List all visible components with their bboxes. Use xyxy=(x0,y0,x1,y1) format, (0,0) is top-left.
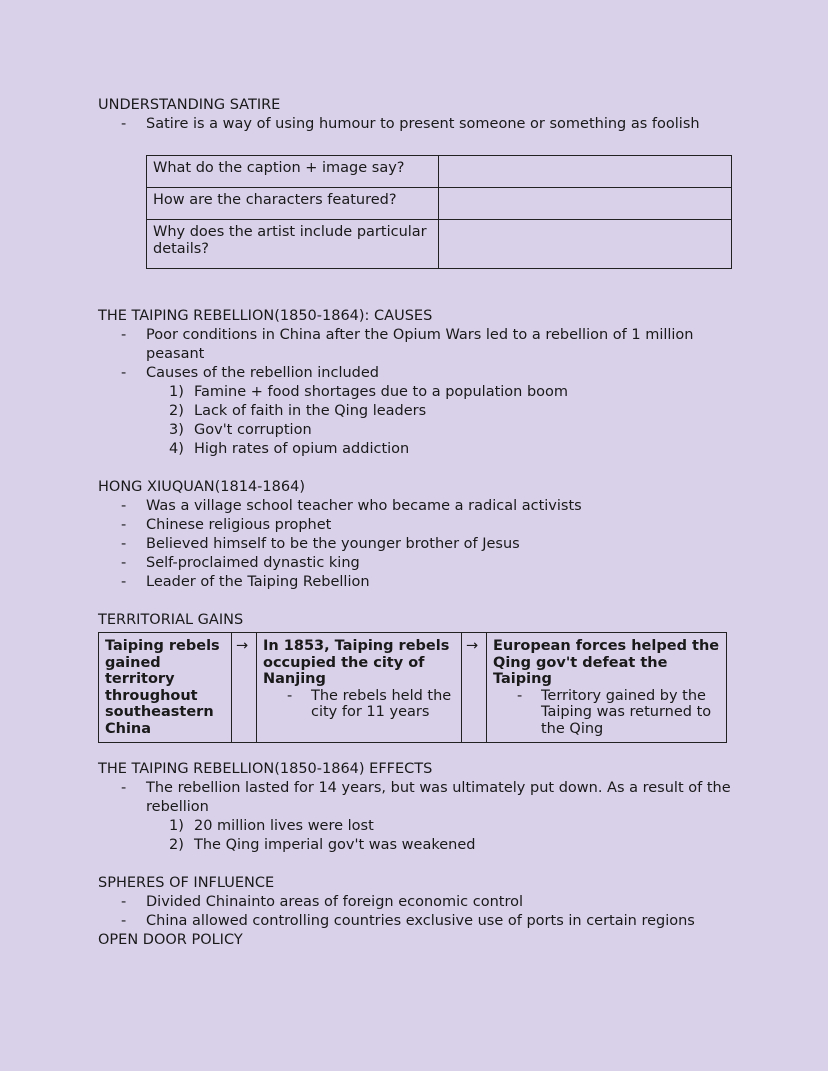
list-item: - The rebels held the city for 11 years xyxy=(311,688,455,721)
heading-spheres-of-influence: SPHERES OF INFLUENCE xyxy=(98,875,275,891)
list-text: Famine + food shortages due to a population boom xyxy=(194,384,569,400)
list-number: 4) xyxy=(169,441,184,457)
list-item: - Chinese religious prophet xyxy=(146,516,738,535)
list-item xyxy=(169,440,738,459)
satire-analysis-table xyxy=(146,155,732,269)
table-row xyxy=(147,156,732,188)
list-item xyxy=(169,817,738,836)
heading-hong-xiuquan: HONG XIUQUAN(1814-1864) xyxy=(98,479,305,495)
list-item: - Self-proclaimed dynastic king xyxy=(146,554,738,573)
heading-taiping-effects: THE TAIPING REBELLION(1850-1864) EFFECTS xyxy=(98,761,433,777)
list-item xyxy=(169,402,738,421)
satire-bullets xyxy=(98,115,738,134)
flow-step-2-text: In 1853, Taiping rebels occupied the city of Nanjing xyxy=(263,638,450,687)
table-answer[interactable] xyxy=(439,188,732,220)
flow-step-3-sub xyxy=(493,688,720,738)
list-text: 20 million lives were lost xyxy=(194,818,374,834)
table-answer[interactable] xyxy=(439,156,732,188)
list-item: - Believed himself to be the younger brother of Jesus xyxy=(146,535,738,554)
list-text: High rates of opium addiction xyxy=(194,441,410,457)
list-item: - Territory gained by the Taiping was returned to the Qing xyxy=(541,688,720,738)
territorial-flow-table xyxy=(98,632,727,743)
list-item: - China allowed controlling countries exclusive use of ports in certain regions xyxy=(146,912,738,931)
flow-step-2-sub xyxy=(263,688,455,721)
causes-numbered-list xyxy=(98,383,738,459)
table-row xyxy=(147,188,732,220)
heading-territorial-gains: TERRITORIAL GAINS xyxy=(98,612,244,628)
list-item: - The rebellion lasted for 14 years, but was ultimately put down. As a result of the rebellion xyxy=(146,779,738,817)
causes-bullets xyxy=(98,326,738,383)
hong-bullets xyxy=(98,497,738,592)
flow-step-3 xyxy=(487,633,727,743)
table-question: How are the characters featured? xyxy=(147,188,439,220)
list-number: 1) xyxy=(169,384,184,400)
list-text: The Qing imperial gov't was weakened xyxy=(194,837,476,853)
flow-step-2 xyxy=(257,633,462,743)
heading-understanding-satire: UNDERSTANDING SATIRE xyxy=(98,97,281,113)
list-item: - Satire is a way of using humour to present someone or something as foolish xyxy=(146,115,738,134)
heading-open-door-policy: OPEN DOOR POLICY xyxy=(98,932,243,948)
list-item: - Leader of the Taiping Rebellion xyxy=(146,573,738,592)
list-item: - Divided Chinainto areas of foreign economic control xyxy=(146,893,738,912)
list-number: 1) xyxy=(169,818,184,834)
table-question: What do the caption + image say? xyxy=(147,156,439,188)
list-text: Gov't corruption xyxy=(194,422,312,438)
list-item xyxy=(169,383,738,402)
effects-numbered-list xyxy=(98,817,738,855)
list-number: 2) xyxy=(169,403,184,419)
list-item: - Was a village school teacher who became a radical activists xyxy=(146,497,738,516)
list-item: - Causes of the rebellion included xyxy=(146,364,738,383)
list-text: Lack of faith in the Qing leaders xyxy=(194,403,427,419)
heading-taiping-causes: THE TAIPING REBELLION(1850-1864): CAUSES xyxy=(98,308,433,324)
list-number: 2) xyxy=(169,837,184,853)
notes-page xyxy=(98,96,738,950)
spheres-bullets xyxy=(98,893,738,931)
list-item: - Poor conditions in China after the Opium Wars led to a rebellion of 1 million peasant xyxy=(146,326,738,364)
table-row xyxy=(147,220,732,269)
arrow-right-icon: → xyxy=(462,633,487,743)
flow-step-1: Taiping rebels gained territory throughout southeastern China xyxy=(99,633,232,743)
flow-step-3-text: European forces helped the Qing gov't defeat the Taiping xyxy=(493,638,720,687)
effects-bullets xyxy=(98,779,738,817)
table-question: Why does the artist include particular details? xyxy=(147,220,439,269)
list-number: 3) xyxy=(169,422,184,438)
list-item xyxy=(169,836,738,855)
list-item xyxy=(169,421,738,440)
arrow-right-icon: → xyxy=(232,633,257,743)
table-row xyxy=(99,633,727,743)
table-answer[interactable] xyxy=(439,220,732,269)
